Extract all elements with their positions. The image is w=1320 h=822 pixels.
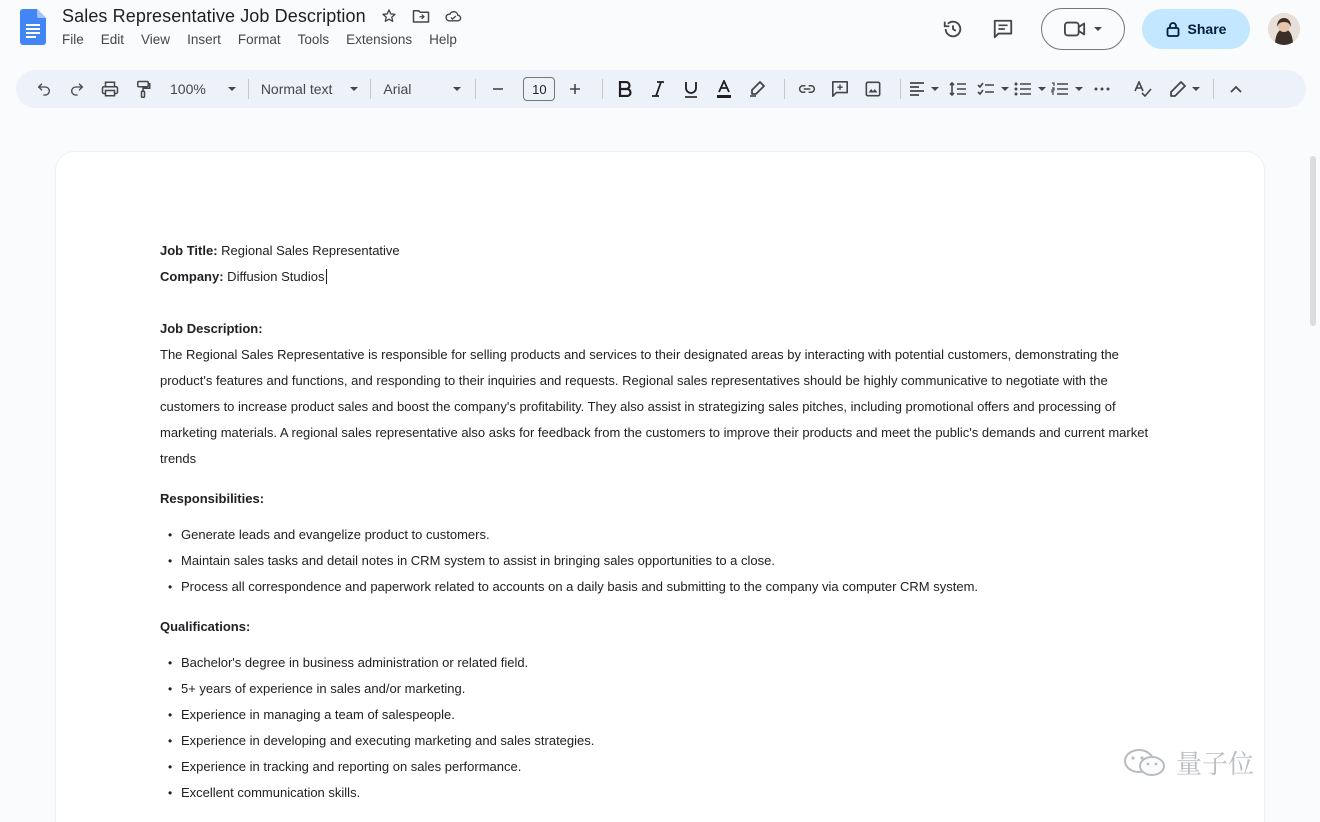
job-description-text: The Regional Sales Representative is responsible for selling products and services to their designated areas by interacting with potential customers, demonstrating the product's features and functions, and responding to their inquiries and requests. Regional sales representatives should be highly communicative to negotiate with the customers to increase product sales and boost the company's profitability. They also assist in strategizing sales pitches, including promotional offers and processing of marketing materials. A regional sales representative also asks for feedback from the customers to improve their products and meet the public's demands and current market trends [160, 347, 1149, 466]
company-value: Diffusion Studios [223, 269, 325, 284]
add-comment-button[interactable] [826, 75, 854, 103]
redo-button[interactable] [63, 75, 91, 103]
header [0, 0, 1320, 64]
chevron-down-icon [1075, 87, 1083, 91]
qualifications-list [160, 650, 1160, 806]
chevron-down-icon [1001, 87, 1009, 91]
line-spacing-icon [949, 82, 967, 96]
font-size-input[interactable]: 10 [523, 77, 555, 101]
menu-help[interactable]: Help [429, 32, 457, 47]
toolbar-divider [784, 79, 785, 99]
menu-format[interactable]: Format [237, 32, 281, 47]
menu-bar [62, 31, 474, 49]
share-label: Share [1187, 21, 1227, 37]
list-item: • Bachelor's degree in business administration or related field. [160, 650, 1160, 676]
company-line [160, 264, 1160, 290]
checklist-icon [977, 82, 995, 96]
list-item: • Excellent communication skills. [160, 780, 1160, 806]
underline-button[interactable] [677, 75, 705, 103]
chevron-up-icon [1230, 85, 1242, 93]
editing-mode-button[interactable] [1170, 75, 1200, 103]
print-icon [101, 80, 119, 98]
link-icon [798, 83, 816, 95]
text-cursor [326, 269, 327, 284]
job-title-value: Regional Sales Representative [217, 243, 400, 258]
toolbar-divider [900, 79, 901, 99]
comment-icon [992, 18, 1014, 40]
chevron-down-icon [228, 87, 236, 91]
print-button[interactable] [96, 75, 124, 103]
spacer [160, 600, 1160, 614]
list-item: • Experience in managing a team of salespeople. [160, 702, 1160, 728]
watermark-text: 量子位 [1176, 750, 1255, 780]
paint-format-icon [135, 80, 151, 98]
document-canvas [0, 116, 1320, 822]
share-button[interactable] [1142, 9, 1250, 49]
highlight-color-button[interactable] [743, 75, 771, 103]
chevron-down-icon [453, 87, 461, 91]
more-options-button[interactable] [1088, 75, 1116, 103]
company-label: Company: [160, 269, 224, 284]
header-actions [933, 8, 1300, 50]
italic-button[interactable] [644, 75, 672, 103]
watermark [1122, 744, 1254, 781]
job-title-line [160, 238, 1160, 264]
more-horizontal-icon [1094, 87, 1110, 91]
zoom-value: 100% [170, 81, 206, 97]
user-avatar-icon [1268, 13, 1300, 45]
checklist-button[interactable] [977, 75, 1009, 103]
list-item: • Experience in developing and executing marketing and sales strategies. [160, 728, 1160, 754]
lock-icon [1166, 21, 1180, 37]
star-icon[interactable] [380, 7, 398, 25]
chevron-down-icon [350, 87, 358, 91]
qualifications-heading: Qualifications: [160, 619, 251, 634]
hide-menus-button[interactable] [1222, 75, 1250, 103]
paragraph-style-value: Normal text [260, 81, 333, 97]
meet-button[interactable] [1041, 8, 1125, 50]
history-icon [942, 18, 964, 40]
undo-button[interactable] [30, 75, 58, 103]
pencil-icon [1170, 81, 1186, 97]
highlighter-icon [749, 81, 765, 97]
line-spacing-button[interactable] [944, 75, 972, 103]
video-camera-icon [1064, 20, 1086, 38]
avatar[interactable] [1268, 13, 1300, 45]
list-item: • Generate leads and evangelize product to customers. [160, 522, 1160, 548]
spacer [160, 290, 1160, 316]
cloud-saved-icon[interactable] [444, 7, 462, 25]
comments-button[interactable] [983, 9, 1023, 49]
toolbar-divider [475, 79, 476, 99]
chevron-down-icon [931, 87, 939, 91]
align-button[interactable] [909, 75, 939, 103]
vertical-scrollbar[interactable] [1310, 156, 1316, 326]
list-item: • Process all correspondence and paperwork related to accounts on a daily basis and submitting to the company via computer CRM system. [160, 574, 1160, 600]
insert-link-button[interactable] [793, 75, 821, 103]
menu-extensions[interactable]: Extensions [346, 32, 413, 47]
job-description-heading: Job Description: [160, 321, 263, 336]
text-color-icon [716, 80, 732, 98]
responsibilities-heading: Responsibilities: [160, 491, 265, 506]
docs-logo-icon[interactable] [20, 9, 46, 45]
add-comment-icon [831, 80, 849, 98]
document-body[interactable] [160, 238, 1160, 806]
menu-view[interactable]: View [141, 32, 171, 47]
chevron-down-icon [1094, 27, 1102, 31]
image-icon [865, 81, 881, 97]
menu-edit[interactable]: Edit [100, 32, 125, 47]
toolbar-divider [602, 79, 603, 99]
bulleted-list-icon [1014, 82, 1032, 96]
move-folder-icon[interactable] [412, 7, 430, 25]
menu-insert[interactable]: Insert [187, 32, 221, 47]
document-title[interactable]: Sales Representative Job Description [62, 5, 366, 26]
bold-icon [618, 81, 632, 97]
wechat-logo-icon [1122, 748, 1168, 778]
list-item: • Maintain sales tasks and detail notes in CRM system to assist in bringing sales opportunities to a close. [160, 548, 1160, 574]
toolbar-divider [1213, 79, 1214, 99]
numbered-list-icon [1051, 82, 1069, 96]
menu-file[interactable]: File [62, 32, 84, 47]
decrease-font-size-button[interactable] [484, 75, 512, 103]
paragraph-style-select[interactable] [261, 75, 359, 103]
chevron-down-icon [1192, 87, 1200, 91]
toolbar-divider [370, 79, 371, 99]
spellcheck-button[interactable] [1129, 75, 1157, 103]
responsibilities-list [160, 522, 1160, 600]
text-color-button[interactable] [710, 75, 738, 103]
spacer [160, 472, 1160, 486]
list-item: • Experience in tracking and reporting on sales performance. [160, 754, 1160, 780]
underline-icon [684, 81, 698, 98]
font-select[interactable] [383, 75, 461, 103]
increase-font-size-button[interactable] [561, 75, 589, 103]
version-history-button[interactable] [933, 9, 973, 49]
minus-icon [492, 83, 504, 95]
spellcheck-icon [1134, 81, 1152, 97]
align-left-icon [909, 82, 925, 96]
paint-format-button[interactable] [129, 75, 157, 103]
formatting-toolbar [16, 70, 1306, 108]
document-page[interactable] [56, 152, 1264, 822]
plus-icon [569, 83, 581, 95]
bulleted-list-button[interactable] [1014, 75, 1046, 103]
menu-tools[interactable]: Tools [297, 32, 330, 47]
zoom-select[interactable] [170, 75, 236, 103]
redo-icon [69, 81, 85, 97]
job-title-label: Job Title: [160, 243, 218, 258]
undo-icon [36, 81, 52, 97]
font-value: Arial [383, 81, 412, 97]
title-row [62, 4, 462, 28]
chevron-down-icon [1038, 87, 1046, 91]
italic-icon [651, 81, 665, 97]
numbered-list-button[interactable] [1051, 75, 1083, 103]
toolbar-divider [248, 79, 249, 99]
bold-button[interactable] [611, 75, 639, 103]
list-item: • 5+ years of experience in sales and/or marketing. [160, 676, 1160, 702]
insert-image-button[interactable] [859, 75, 887, 103]
